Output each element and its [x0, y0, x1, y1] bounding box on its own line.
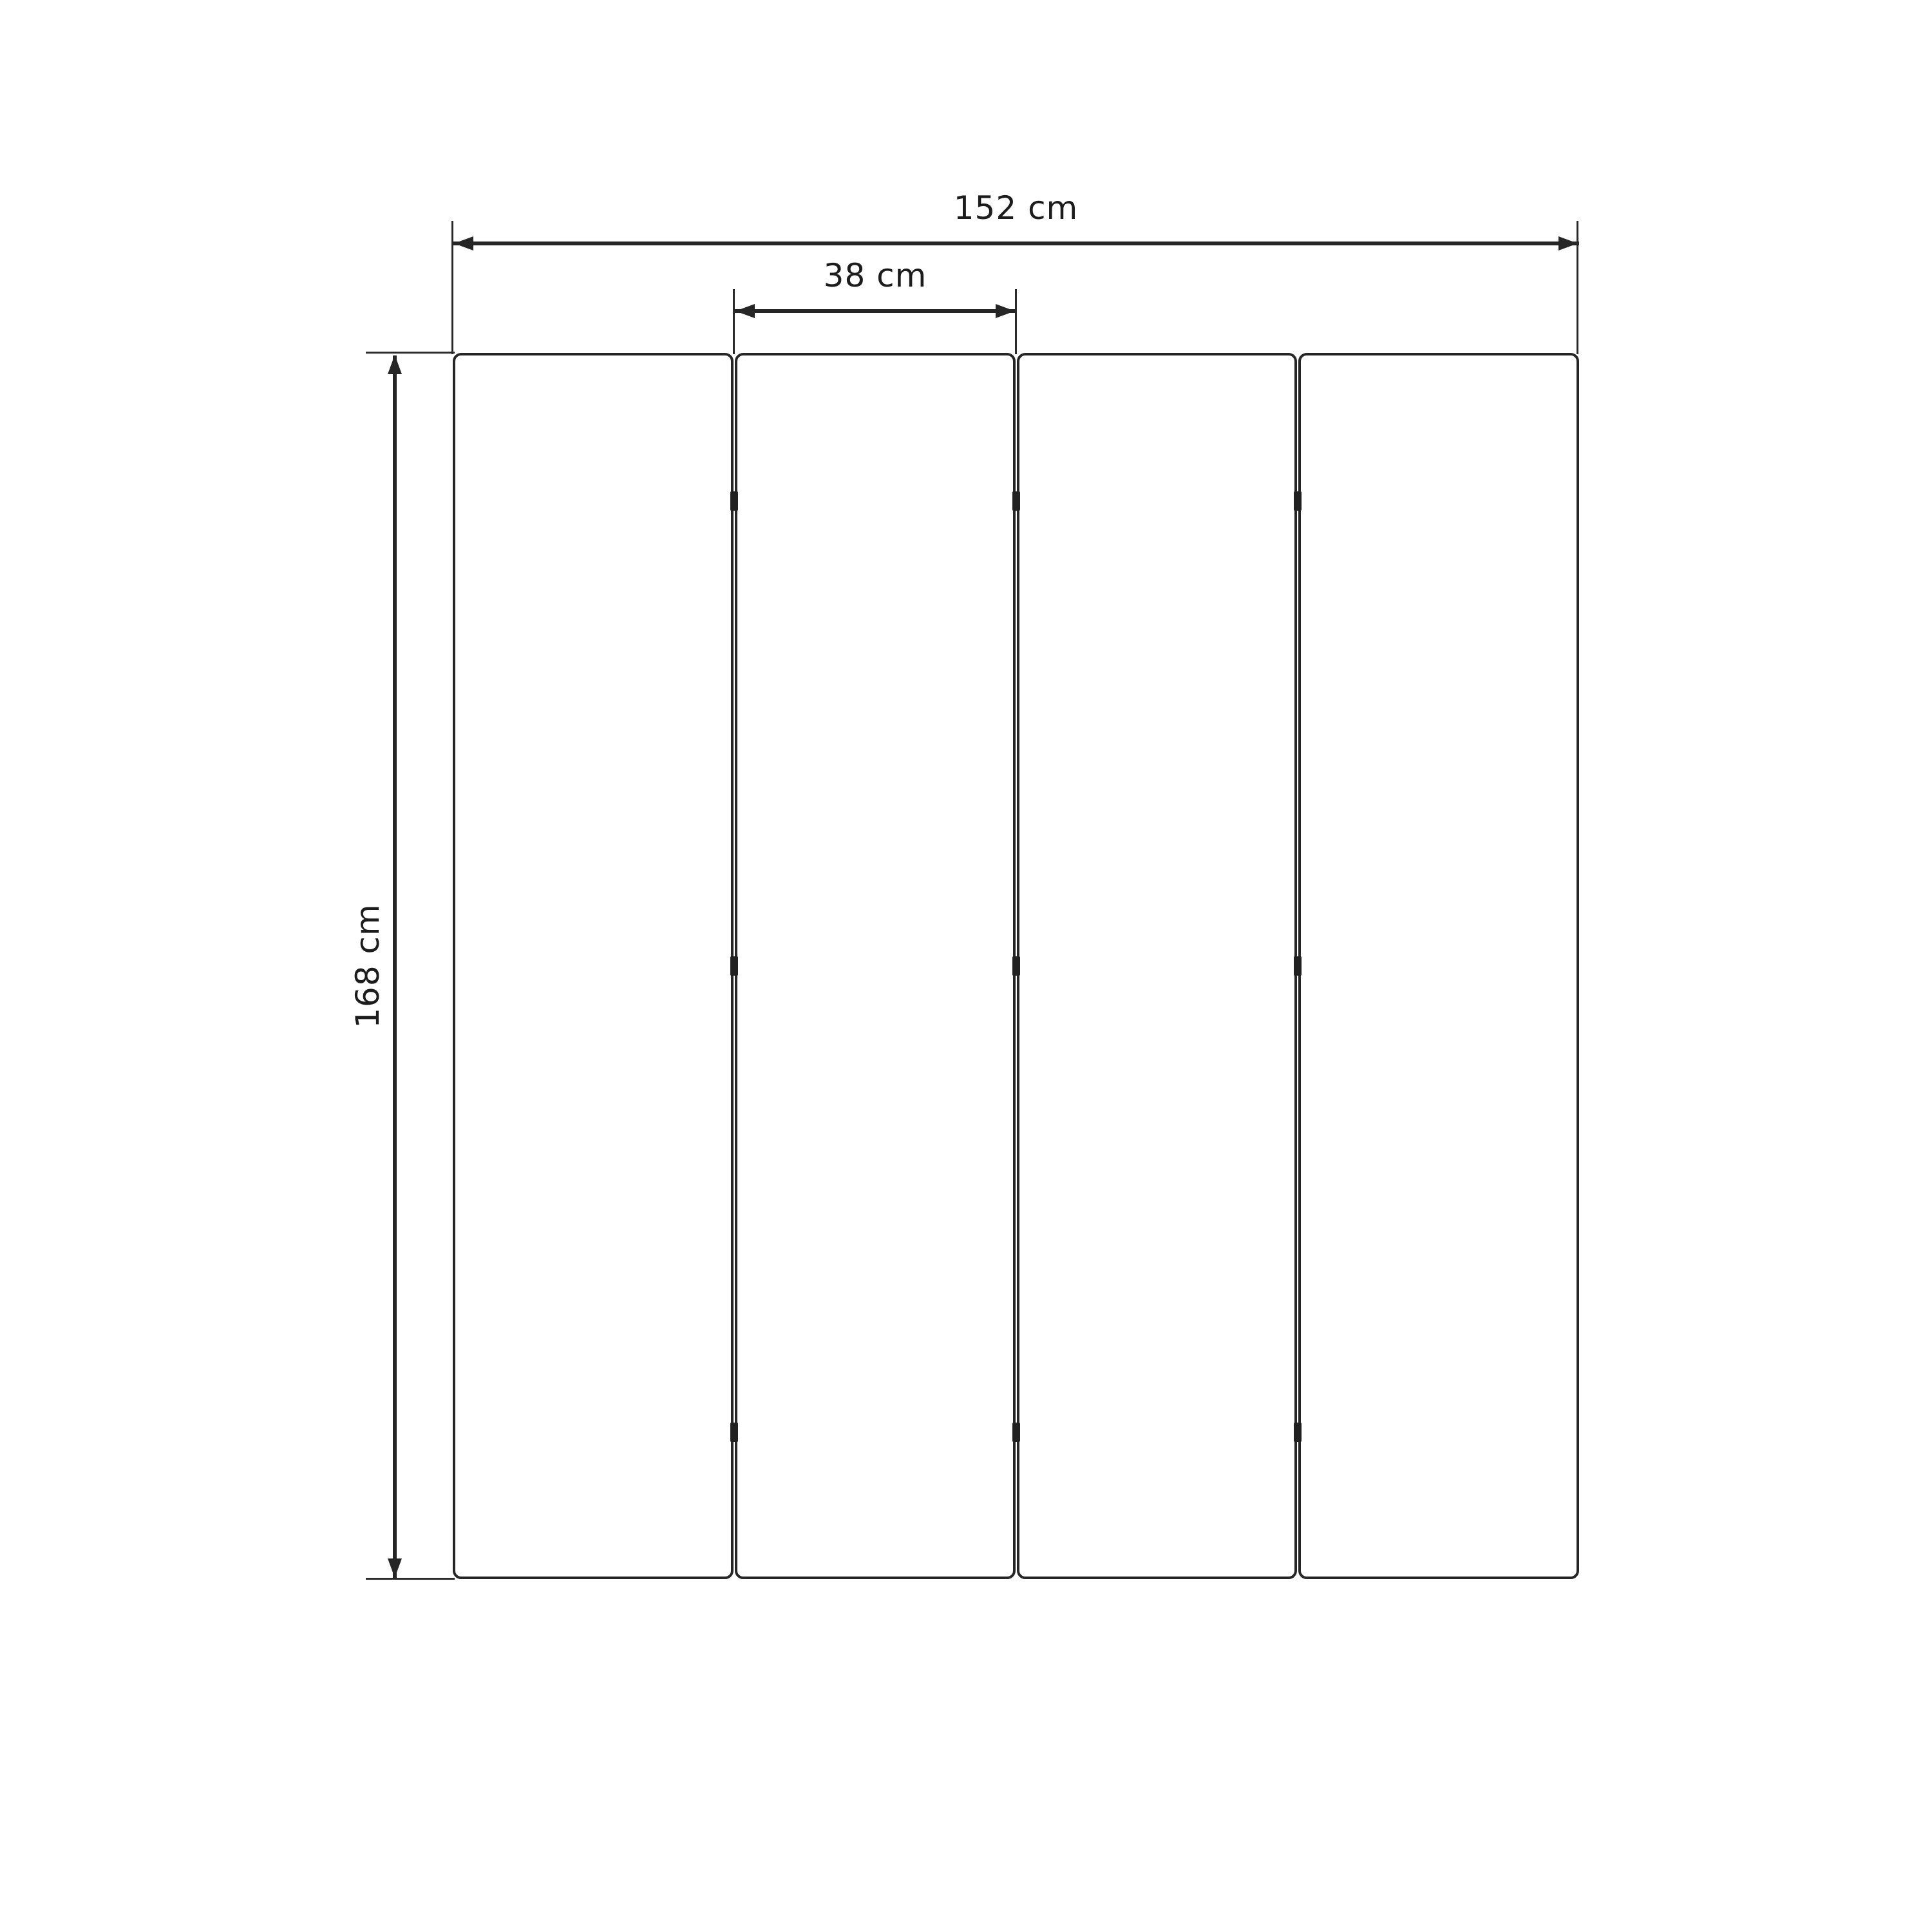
panel-width-extension-line-left: [733, 289, 735, 354]
hinge: [1012, 956, 1020, 976]
height-dimension-line: [393, 355, 397, 1578]
total-width-arrow-right-icon: [1558, 236, 1578, 251]
total-width-extension-line-right: [1577, 221, 1578, 354]
hinge: [730, 956, 738, 976]
panel-width-extension-line-right: [1015, 289, 1017, 354]
height-dimension-label: 168 cm: [349, 904, 386, 1028]
height-arrow-up-icon: [388, 355, 402, 374]
total-width-dimension-line: [453, 242, 1579, 245]
panel-3: [1017, 353, 1298, 1579]
height-extension-line-top: [366, 352, 455, 354]
panel-4: [1298, 353, 1579, 1579]
panel-1: [453, 353, 734, 1579]
hinge: [730, 1423, 738, 1442]
height-arrow-down-icon: [388, 1558, 402, 1578]
total-width-extension-line-left: [451, 221, 453, 354]
hinge: [1294, 956, 1302, 976]
hinge: [1012, 1423, 1020, 1442]
hinge: [1294, 491, 1302, 511]
hinge: [730, 491, 738, 511]
height-extension-line-bottom: [366, 1578, 455, 1580]
panel-2: [735, 353, 1016, 1579]
total-width-arrow-left-icon: [454, 236, 473, 251]
panel-width-arrow-right-icon: [996, 304, 1015, 318]
panel-width-dimension-label: 38 cm: [823, 257, 927, 294]
hinge: [1294, 1423, 1302, 1442]
hinge: [1012, 491, 1020, 511]
panel-width-arrow-left-icon: [735, 304, 755, 318]
panel-width-dimension-line: [734, 309, 1016, 313]
total-width-dimension-label: 152 cm: [953, 189, 1079, 227]
